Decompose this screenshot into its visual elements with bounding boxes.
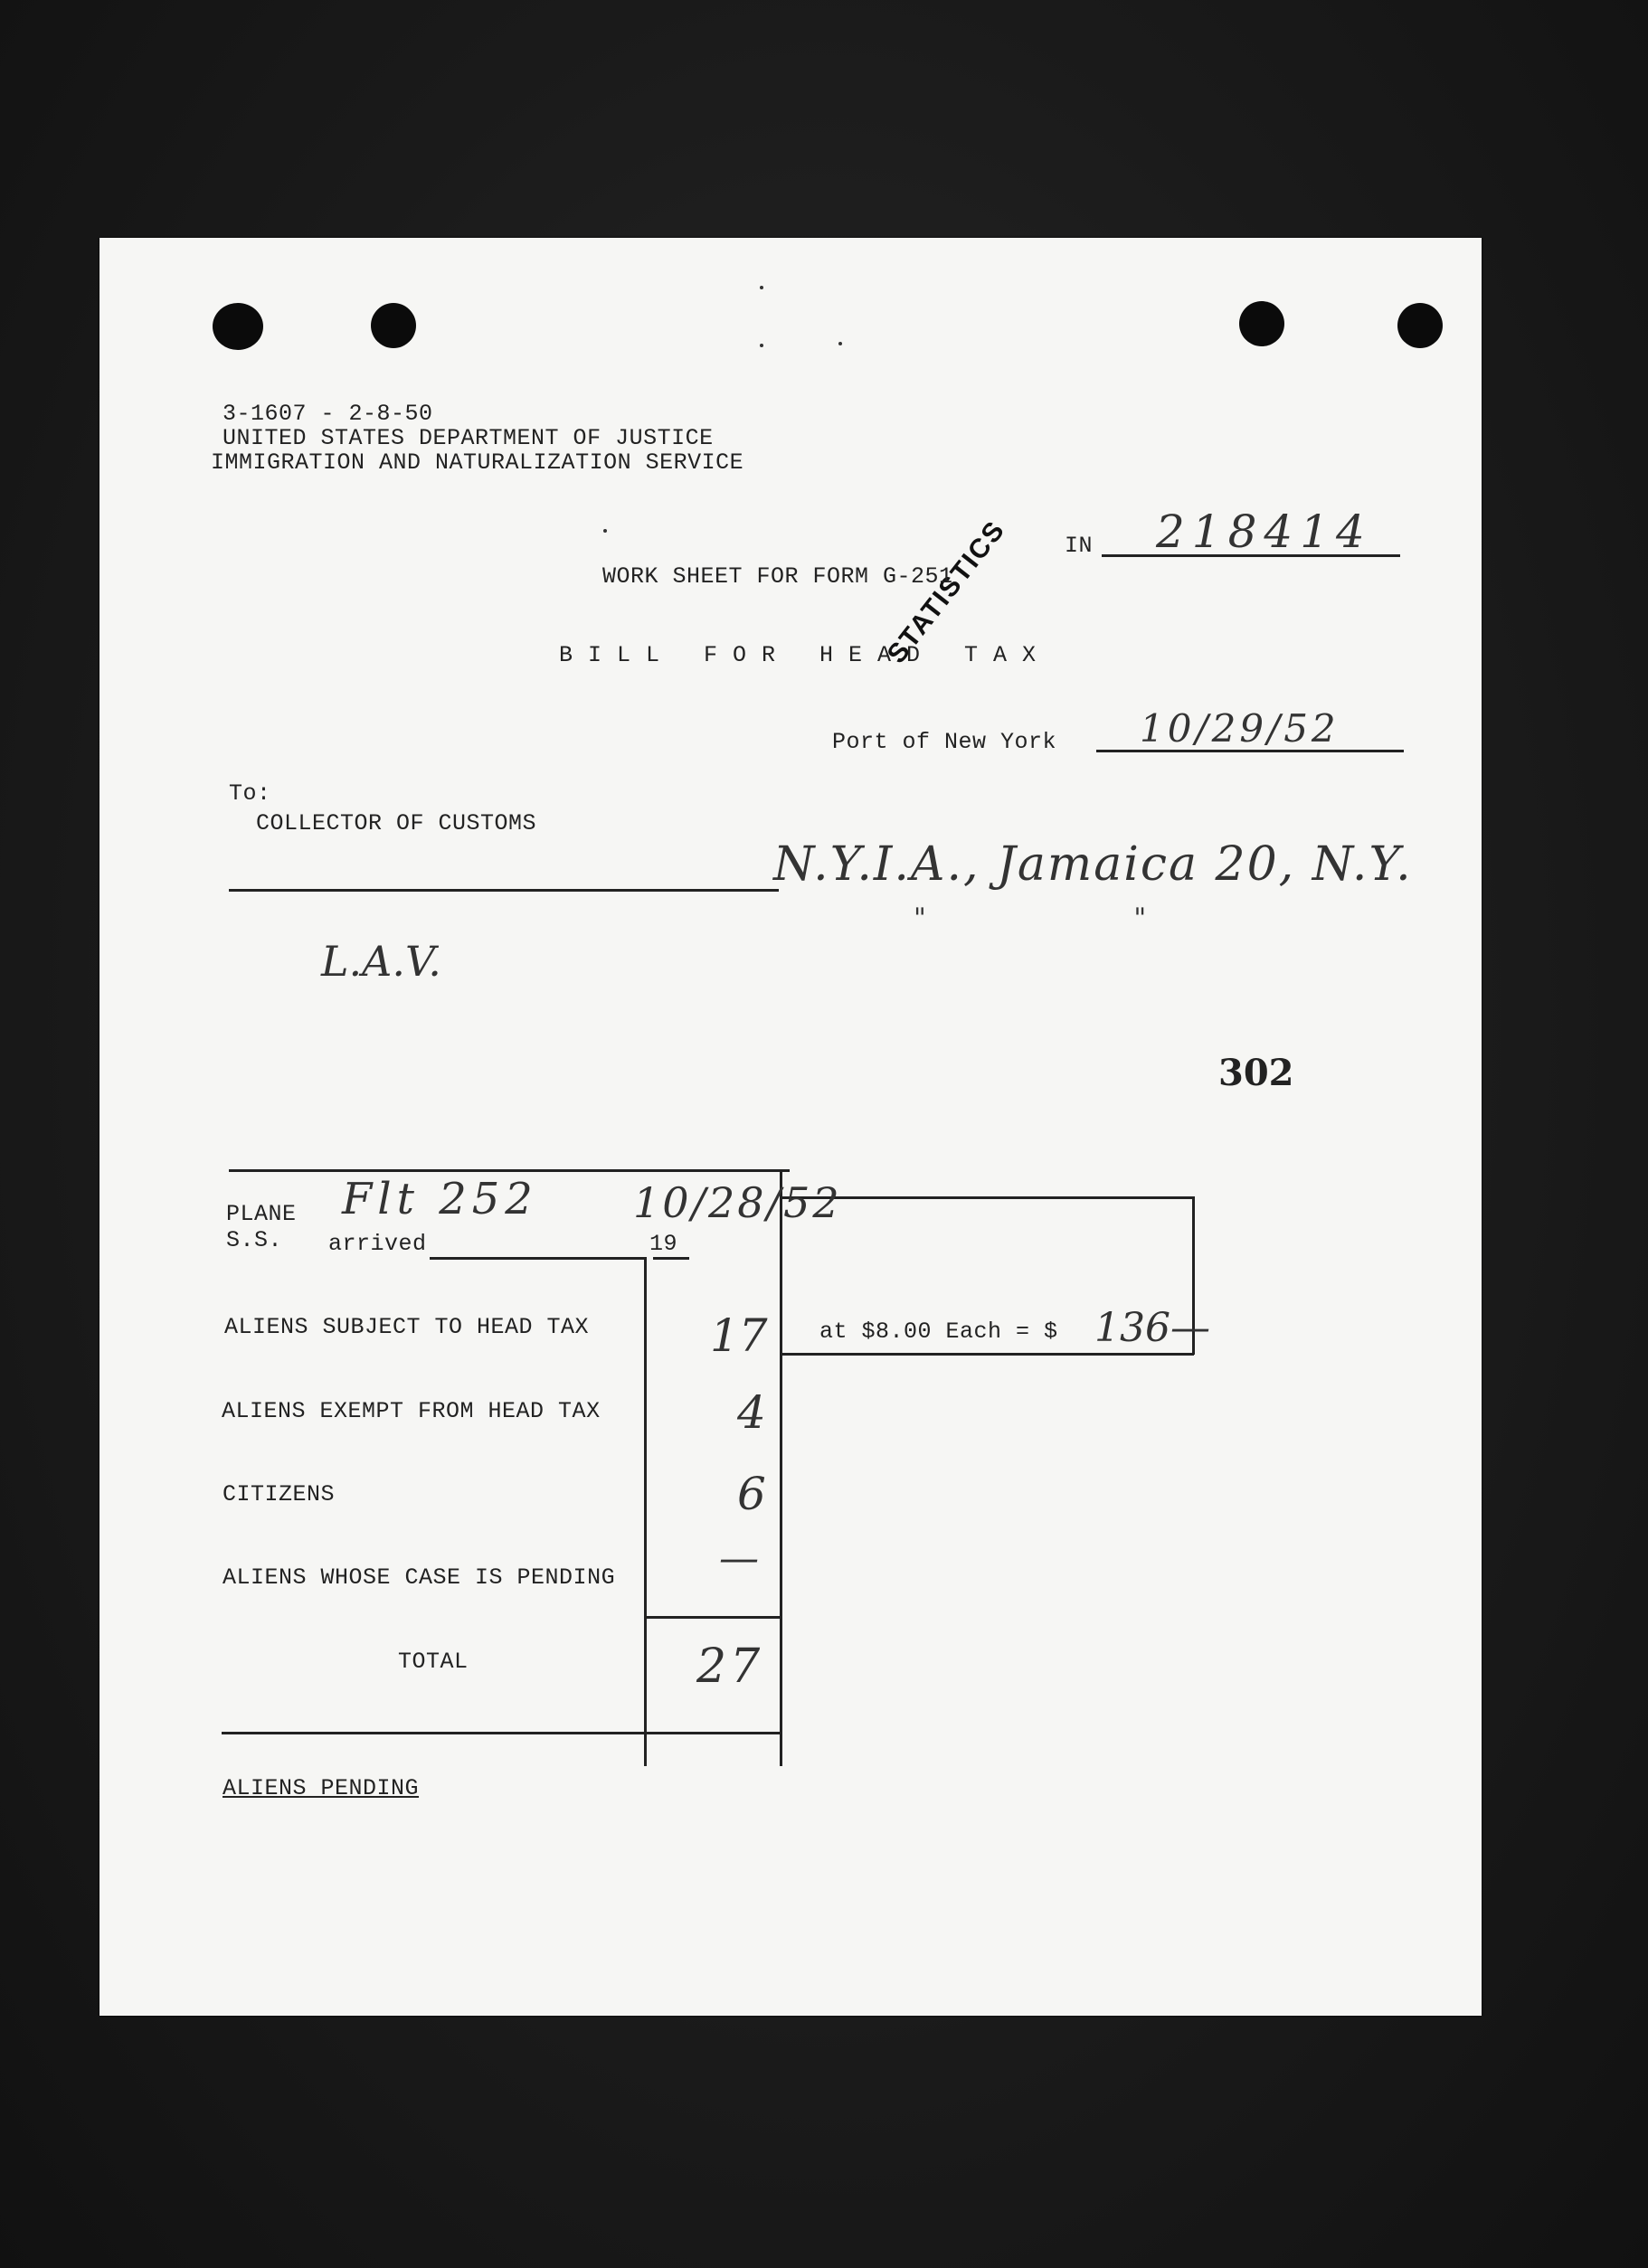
service-name: IMMIGRATION AND NATURALIZATION SERVICE [211,449,744,476]
form-sheet [99,238,1482,2016]
total-value: 27 [696,1640,764,1694]
arrived-label: arrived [328,1231,427,1257]
speck [760,344,763,347]
to-label: To: [229,780,271,807]
year-line [653,1257,689,1260]
column-right-border [780,1169,782,1766]
row-label-pending: ALIENS WHOSE CASE IS PENDING [223,1564,616,1591]
arrival-date: 10/28/52 [633,1178,842,1227]
row-value-pending: — [719,1536,759,1582]
total-label: TOTAL [398,1649,469,1675]
port-label: Port of New York [832,729,1057,755]
rate-box-top [780,1196,1194,1199]
row-value-citizens: 6 [737,1468,766,1520]
row-label-exempt: ALIENS EXEMPT FROM HEAD TAX [222,1398,601,1424]
aliens-pending-label: ALIENS PENDING [223,1775,420,1801]
year-prefix: 19 [649,1231,678,1257]
bill-title: BILL FOR HEAD TAX [559,642,1052,668]
total-top-line [644,1616,782,1619]
in-label: IN [1065,533,1094,559]
speck [838,342,842,345]
recipient: COLLECTOR OF CUSTOMS [256,810,537,836]
initials: L.A.V. [321,937,441,986]
form-code: 3-1607 - 2-8-50 [223,401,433,427]
speck [603,529,607,533]
punch-hole [213,303,263,350]
department-name: UNITED STATES DEPARTMENT OF JUSTICE [223,425,714,451]
table-top-line [229,1169,790,1172]
punch-hole [371,303,416,348]
row-label-subject: ALIENS SUBJECT TO HEAD TAX [224,1314,590,1340]
row-value-exempt: 4 [737,1386,766,1439]
row-value-subject: 17 [710,1309,768,1362]
address-line [229,889,779,892]
statistics-stamp: STATISTICS [881,515,1011,669]
punch-hole [1239,301,1284,346]
ss-label: S.S. [226,1227,283,1253]
in-number-value: 218414 [1156,506,1372,558]
punch-hole [1397,303,1443,348]
ditto-marks: " " [914,902,1246,934]
plane-label: PLANE [226,1201,297,1227]
column-left-border [644,1257,647,1766]
arrived-line [430,1257,647,1260]
table-bottom-line [222,1732,782,1734]
rate-text: at $8.00 Each = $ [819,1318,1058,1345]
port-date: 10/29/52 [1140,706,1340,751]
address-handwritten: N.Y.I.A., Jamaica 20, N.Y. [773,837,1413,892]
row-label-citizens: CITIZENS [223,1481,336,1507]
page-number: 302 [1218,1052,1294,1094]
flight-number: Flt 252 [342,1174,538,1224]
rate-box-bottom [780,1353,1194,1356]
rate-amount: 136— [1094,1305,1210,1351]
speck [760,286,763,289]
work-sheet-title: WORK SHEET FOR FORM G-251 [602,563,953,590]
